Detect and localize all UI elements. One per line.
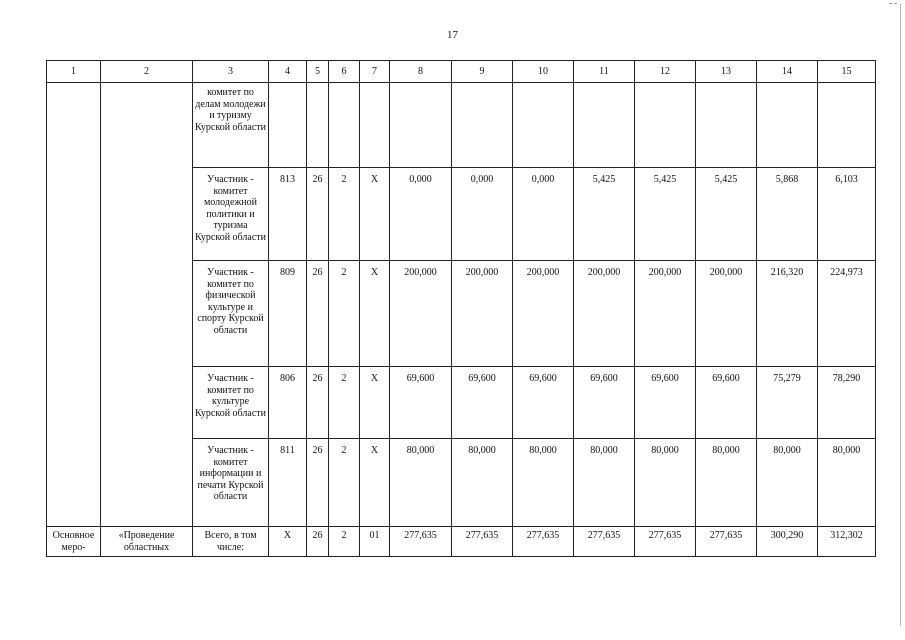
data-cell: 26 (307, 261, 329, 367)
data-cell: 811 (269, 439, 307, 527)
data-cell: 26 (307, 439, 329, 527)
table-row (47, 527, 876, 557)
data-cell (757, 83, 818, 168)
data-cell: Х (360, 439, 390, 527)
data-cell (360, 83, 390, 168)
data-cell: 312,302 (818, 527, 876, 557)
header-cell: 15 (818, 61, 876, 83)
activity-name-cell: «Проведение областных (101, 527, 193, 557)
data-cell: 813 (269, 168, 307, 261)
data-cell: 0,000 (452, 168, 513, 261)
data-cell (329, 83, 360, 168)
data-cell: 5,425 (574, 168, 635, 261)
header-cell: 9 (452, 61, 513, 83)
participant-cell: Участник - комитет по культуре Курской области (193, 367, 269, 439)
data-cell: 5,425 (696, 168, 757, 261)
page-number: 17 (447, 29, 458, 41)
data-cell: 277,635 (635, 527, 696, 557)
data-cell (513, 83, 574, 168)
data-cell: 0,000 (390, 168, 452, 261)
data-cell: 26 (307, 168, 329, 261)
data-cell (452, 83, 513, 168)
header-cell: 14 (757, 61, 818, 83)
data-cell: Х (269, 527, 307, 557)
data-cell: 0,000 (513, 168, 574, 261)
participant-cell: Участник - комитет молодежной политики и туризма Курской области (193, 168, 269, 261)
data-cell: 69,600 (696, 367, 757, 439)
data-cell: 200,000 (696, 261, 757, 367)
data-cell (574, 83, 635, 168)
header-cell: 8 (390, 61, 452, 83)
data-cell (269, 83, 307, 168)
data-cell: 80,000 (757, 439, 818, 527)
empty-cell (101, 83, 193, 527)
data-cell: 80,000 (818, 439, 876, 527)
header-cell: 2 (101, 61, 193, 83)
data-cell: 2 (329, 261, 360, 367)
data-cell (818, 83, 876, 168)
data-cell: Х (360, 261, 390, 367)
data-cell: 26 (307, 527, 329, 557)
header-cell: 13 (696, 61, 757, 83)
data-cell: 2 (329, 367, 360, 439)
data-cell: 80,000 (635, 439, 696, 527)
data-cell: 2 (329, 527, 360, 557)
data-cell: 277,635 (574, 527, 635, 557)
data-cell: 200,000 (635, 261, 696, 367)
data-cell (390, 83, 452, 168)
data-cell: 224,973 (818, 261, 876, 367)
empty-cell (47, 83, 101, 527)
header-cell: 12 (635, 61, 696, 83)
data-cell: 277,635 (696, 527, 757, 557)
data-cell: 200,000 (390, 261, 452, 367)
header-cell: 7 (360, 61, 390, 83)
header-cell: 3 (193, 61, 269, 83)
data-cell: 216,320 (757, 261, 818, 367)
data-cell: 78,290 (818, 367, 876, 439)
data-cell: Х (360, 168, 390, 261)
data-cell: Х (360, 367, 390, 439)
corner-mark (889, 3, 897, 4)
data-cell: 80,000 (574, 439, 635, 527)
data-cell: 200,000 (513, 261, 574, 367)
data-cell (696, 83, 757, 168)
table-header-row (47, 61, 876, 83)
data-cell: 80,000 (390, 439, 452, 527)
data-cell (635, 83, 696, 168)
data-cell (307, 83, 329, 168)
data-cell: 809 (269, 261, 307, 367)
header-cell: 6 (329, 61, 360, 83)
data-cell: 69,600 (390, 367, 452, 439)
data-cell: 200,000 (574, 261, 635, 367)
data-cell: 300,290 (757, 527, 818, 557)
activity-type-cell: Основное меро- (47, 527, 101, 557)
data-cell: 277,635 (513, 527, 574, 557)
participant-cell: комитет по делам молодежи и туризму Курской области (193, 83, 269, 168)
data-cell: 5,425 (635, 168, 696, 261)
data-cell: 6,103 (818, 168, 876, 261)
page-edge-line (900, 4, 901, 626)
data-cell: 75,279 (757, 367, 818, 439)
data-cell: 80,000 (696, 439, 757, 527)
total-label-cell: Всего, в том числе: (193, 527, 269, 557)
data-cell: 69,600 (452, 367, 513, 439)
budget-table (46, 60, 876, 557)
data-cell: 2 (329, 439, 360, 527)
data-cell: 806 (269, 367, 307, 439)
data-cell: 69,600 (635, 367, 696, 439)
data-cell: 277,635 (452, 527, 513, 557)
data-cell: 26 (307, 367, 329, 439)
data-cell: 2 (329, 168, 360, 261)
data-cell: 01 (360, 527, 390, 557)
data-cell: 80,000 (513, 439, 574, 527)
data-cell: 200,000 (452, 261, 513, 367)
header-cell: 5 (307, 61, 329, 83)
data-cell: 5,868 (757, 168, 818, 261)
participant-cell: Участник - комитет по физической культуре и спорту Курской области (193, 261, 269, 367)
header-cell: 11 (574, 61, 635, 83)
participant-cell: Участник - комитет информации и печати Курской области (193, 439, 269, 527)
table-row (47, 83, 876, 168)
header-cell: 4 (269, 61, 307, 83)
header-cell: 10 (513, 61, 574, 83)
data-cell: 277,635 (390, 527, 452, 557)
data-cell: 80,000 (452, 439, 513, 527)
header-cell: 1 (47, 61, 101, 83)
data-cell: 69,600 (574, 367, 635, 439)
data-cell: 69,600 (513, 367, 574, 439)
